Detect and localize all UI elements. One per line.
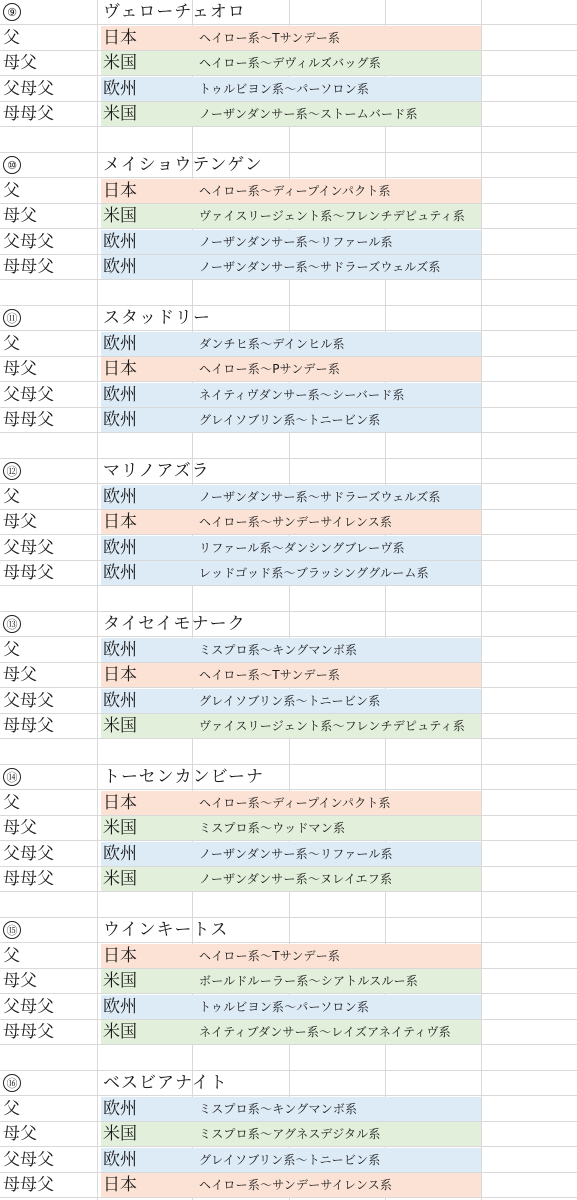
pedigree-role: 母母父 xyxy=(3,563,54,583)
lineage-cell xyxy=(101,357,481,381)
entry-number: ⑫ xyxy=(3,462,21,480)
entry-number: ⑮ xyxy=(3,921,21,939)
pedigree-role: 父 xyxy=(3,487,20,507)
lineage-cell xyxy=(101,867,481,891)
lineage-text: グレイソブリン系〜トニービン系 xyxy=(199,694,381,708)
horse-header-row xyxy=(0,459,577,484)
lineage-text: トゥルビヨン系〜パーソロン系 xyxy=(199,82,370,96)
pedigree-row xyxy=(0,1122,577,1147)
pedigree-row xyxy=(0,1148,577,1173)
lineage-cell xyxy=(101,408,481,432)
pedigree-row xyxy=(0,230,577,255)
pedigree-row xyxy=(0,332,577,357)
lineage-cell xyxy=(101,230,481,254)
lineage-text: ノーザンダンサー系〜サドラーズウェルズ系 xyxy=(199,490,441,504)
lineage-cell xyxy=(101,1097,481,1121)
pedigree-row xyxy=(0,51,577,76)
pedigree-row xyxy=(0,102,577,127)
lineage-cell xyxy=(101,638,481,662)
pedigree-role: 父母父 xyxy=(3,538,54,558)
pedigree-row xyxy=(0,714,577,739)
pedigree-role: 父 xyxy=(3,181,20,201)
pedigree-row xyxy=(0,842,577,867)
pedigree-role: 父 xyxy=(3,1099,20,1119)
pedigree-row xyxy=(0,255,577,280)
lineage-cell xyxy=(101,332,481,356)
lineage-cell xyxy=(101,816,481,840)
horse-header-row xyxy=(0,153,577,178)
blank-row xyxy=(0,587,577,612)
pedigree-row xyxy=(0,26,577,51)
region-label: 欧州 xyxy=(103,1099,137,1119)
pedigree-role: 父母父 xyxy=(3,1150,54,1170)
region-label: 米国 xyxy=(103,971,137,991)
region-label: 欧州 xyxy=(103,538,137,558)
horse-name: ベスビアナイト xyxy=(103,1073,228,1093)
region-label: 欧州 xyxy=(103,487,137,507)
pedigree-role: 父 xyxy=(3,334,20,354)
lineage-cell xyxy=(101,179,481,203)
entry-number: ⑬ xyxy=(3,615,21,633)
horse-name: マリノアズラ xyxy=(103,461,210,481)
lineage-cell xyxy=(101,102,481,126)
pedigree-row xyxy=(0,179,577,204)
region-label: 米国 xyxy=(103,1022,137,1042)
blank-row xyxy=(0,740,577,765)
lineage-cell xyxy=(101,1020,481,1044)
pedigree-role: 母母父 xyxy=(3,716,54,736)
lineage-cell xyxy=(101,842,481,866)
pedigree-row xyxy=(0,1020,577,1045)
lineage-cell xyxy=(101,995,481,1019)
pedigree-role: 母母父 xyxy=(3,410,54,430)
lineage-cell xyxy=(101,536,481,560)
lineage-text: トゥルビヨン系〜パーソロン系 xyxy=(199,1000,370,1014)
lineage-cell xyxy=(101,791,481,815)
pedigree-role: 父 xyxy=(3,793,20,813)
pedigree-row xyxy=(0,561,577,586)
region-label: 日本 xyxy=(103,665,137,685)
pedigree-row xyxy=(0,383,577,408)
pedigree-row xyxy=(0,995,577,1020)
horse-header-row xyxy=(0,612,577,637)
lineage-text: ヘイロー系〜Pサンデー系 xyxy=(199,362,341,376)
pedigree-role: 母父 xyxy=(3,359,37,379)
horse-name: タイセイモナーク xyxy=(103,614,246,634)
lineage-cell xyxy=(101,1173,481,1197)
region-label: 米国 xyxy=(103,1124,137,1144)
lineage-cell xyxy=(101,689,481,713)
region-label: 米国 xyxy=(103,716,137,736)
pedigree-row xyxy=(0,1097,577,1122)
lineage-text: ミスプロ系〜キングマンボ系 xyxy=(199,1102,358,1116)
region-label: 米国 xyxy=(103,869,137,889)
lineage-text: ノーザンダンサー系〜リファール系 xyxy=(199,847,393,861)
region-label: 欧州 xyxy=(103,691,137,711)
lineage-text: ネイティヴダンサー系〜シーバード系 xyxy=(199,388,405,402)
horse-name: スタッドリー xyxy=(103,308,211,328)
lineage-text: ヘイロー系〜デヴィルズバッグ系 xyxy=(199,56,381,70)
pedigree-role: 母父 xyxy=(3,971,37,991)
pedigree-role: 母母父 xyxy=(3,257,54,277)
region-label: 日本 xyxy=(103,793,137,813)
region-label: 欧州 xyxy=(103,844,137,864)
blank-row xyxy=(0,893,577,918)
pedigree-role: 母父 xyxy=(3,53,37,73)
lineage-text: ミスプロ系〜アグネスデジタル系 xyxy=(199,1127,381,1141)
lineage-text: ミスプロ系〜ウッドマン系 xyxy=(199,821,346,835)
entry-number: ⑭ xyxy=(3,768,21,786)
lineage-text: ヘイロー系〜サンデーサイレンス系 xyxy=(199,515,393,529)
horse-name: メイショウテンゲン xyxy=(103,155,263,175)
pedigree-role: 母父 xyxy=(3,665,37,685)
lineage-text: ヴァイスリージェント系〜フレンチデピュティ系 xyxy=(199,719,465,733)
lineage-text: ボールドルーラー系〜シアトルスルー系 xyxy=(199,974,419,988)
region-label: 日本 xyxy=(103,946,137,966)
pedigree-row xyxy=(0,969,577,994)
region-label: 欧州 xyxy=(103,79,137,99)
region-label: 日本 xyxy=(103,359,137,379)
entry-number: ⑪ xyxy=(3,309,21,327)
horse-name: ウインキートス xyxy=(103,920,229,940)
lineage-text: グレイソブリン系〜トニービン系 xyxy=(199,1153,381,1167)
region-label: 欧州 xyxy=(103,997,137,1017)
region-label: 米国 xyxy=(103,104,137,124)
pedigree-role: 母父 xyxy=(3,206,37,226)
region-label: 日本 xyxy=(103,181,137,201)
entry-number: ⑩ xyxy=(3,156,21,174)
lineage-cell xyxy=(101,255,481,279)
lineage-cell xyxy=(101,383,481,407)
lineage-text: ノーザンダンサー系〜ストームバード系 xyxy=(199,107,418,121)
lineage-text: ヘイロー系〜Tサンデー系 xyxy=(199,668,341,682)
horse-header-row xyxy=(0,1071,577,1096)
lineage-text: ヘイロー系〜ディープインパクト系 xyxy=(199,796,391,810)
lineage-text: ヘイロー系〜サンデーサイレンス系 xyxy=(199,1178,393,1192)
lineage-cell xyxy=(101,561,481,585)
blank-row xyxy=(0,128,577,153)
pedigree-row xyxy=(0,663,577,688)
pedigree-role: 母母父 xyxy=(3,104,54,124)
region-label: 米国 xyxy=(103,206,137,226)
pedigree-role: 母母父 xyxy=(3,1022,54,1042)
pedigree-row xyxy=(0,485,577,510)
pedigree-row xyxy=(0,867,577,892)
pedigree-role: 父母父 xyxy=(3,232,54,252)
lineage-text: ミスプロ系〜キングマンボ系 xyxy=(199,643,358,657)
pedigree-role: 父 xyxy=(3,28,20,48)
pedigree-role: 父 xyxy=(3,640,20,660)
lineage-cell xyxy=(101,51,481,75)
horse-name: ヴェローチェオロ xyxy=(103,2,246,22)
region-label: 米国 xyxy=(103,818,137,838)
pedigree-row xyxy=(0,816,577,841)
horse-header-row xyxy=(0,765,577,790)
pedigree-row xyxy=(0,791,577,816)
region-label: 日本 xyxy=(103,28,137,48)
pedigree-role: 母母父 xyxy=(3,869,54,889)
lineage-text: ダンチヒ系〜デインヒル系 xyxy=(199,337,345,351)
region-label: 日本 xyxy=(103,1175,137,1195)
pedigree-role: 父母父 xyxy=(3,844,54,864)
lineage-text: ネイティブダンサー系〜レイズアネイティヴ系 xyxy=(199,1025,451,1039)
lineage-text: ノーザンダンサー系〜リファール系 xyxy=(199,235,393,249)
lineage-cell xyxy=(101,969,481,993)
lineage-cell xyxy=(101,1148,481,1172)
lineage-cell xyxy=(101,663,481,687)
lineage-text: ヴァイスリージェント系〜フレンチデピュティ系 xyxy=(199,209,465,223)
pedigree-row xyxy=(0,689,577,714)
blank-row xyxy=(0,281,577,306)
horse-header-row xyxy=(0,306,577,331)
lineage-text: ヘイロー系〜ディープインパクト系 xyxy=(199,184,391,198)
pedigree-role: 父母父 xyxy=(3,691,54,711)
blank-row xyxy=(0,1046,577,1071)
pedigree-row xyxy=(0,536,577,561)
pedigree-row xyxy=(0,204,577,229)
horse-name: トーセンカンビーナ xyxy=(103,767,264,787)
lineage-cell xyxy=(101,714,481,738)
region-label: 欧州 xyxy=(103,1150,137,1170)
blank-row xyxy=(0,434,577,459)
lineage-cell xyxy=(101,485,481,509)
region-label: 欧州 xyxy=(103,334,137,354)
region-label: 欧州 xyxy=(103,232,137,252)
horse-header-row xyxy=(0,0,577,25)
pedigree-row xyxy=(0,944,577,969)
lineage-text: ノーザンダンサー系〜サドラーズウェルズ系 xyxy=(199,260,441,274)
region-label: 欧州 xyxy=(103,257,137,277)
lineage-cell xyxy=(101,1122,481,1146)
pedigree-role: 母父 xyxy=(3,1124,37,1144)
pedigree-role: 母母父 xyxy=(3,1175,54,1195)
pedigree-row xyxy=(0,1173,577,1198)
pedigree-row xyxy=(0,77,577,102)
region-label: 米国 xyxy=(103,53,137,73)
region-label: 欧州 xyxy=(103,410,137,430)
lineage-text: ノーザンダンサー系〜ヌレイエフ系 xyxy=(199,872,393,886)
lineage-cell xyxy=(101,26,481,50)
region-label: 欧州 xyxy=(103,640,137,660)
pedigree-role: 父 xyxy=(3,946,20,966)
region-label: 欧州 xyxy=(103,563,137,583)
region-label: 欧州 xyxy=(103,385,137,405)
pedigree-role: 父母父 xyxy=(3,385,54,405)
lineage-cell xyxy=(101,77,481,101)
entry-number: ⑨ xyxy=(3,3,21,21)
pedigree-role: 母父 xyxy=(3,512,37,532)
lineage-cell xyxy=(101,204,481,228)
pedigree-row xyxy=(0,510,577,535)
lineage-cell xyxy=(101,510,481,534)
lineage-text: ヘイロー系〜Tサンデー系 xyxy=(199,31,341,45)
region-label: 日本 xyxy=(103,512,137,532)
pedigree-row xyxy=(0,638,577,663)
pedigree-row xyxy=(0,408,577,433)
lineage-text: グレイソブリン系〜トニービン系 xyxy=(199,413,381,427)
pedigree-row xyxy=(0,357,577,382)
pedigree-role: 母父 xyxy=(3,818,37,838)
pedigree-role: 父母父 xyxy=(3,997,54,1017)
lineage-cell xyxy=(101,944,481,968)
horse-header-row xyxy=(0,918,577,943)
entry-number: ⑯ xyxy=(3,1074,21,1092)
lineage-text: レッドゴッド系〜ブラッシンググルーム系 xyxy=(199,566,429,580)
lineage-text: リファール系〜ダンシングブレーヴ系 xyxy=(199,541,405,555)
lineage-text: ヘイロー系〜Tサンデー系 xyxy=(199,949,341,963)
pedigree-role: 父母父 xyxy=(3,79,54,99)
